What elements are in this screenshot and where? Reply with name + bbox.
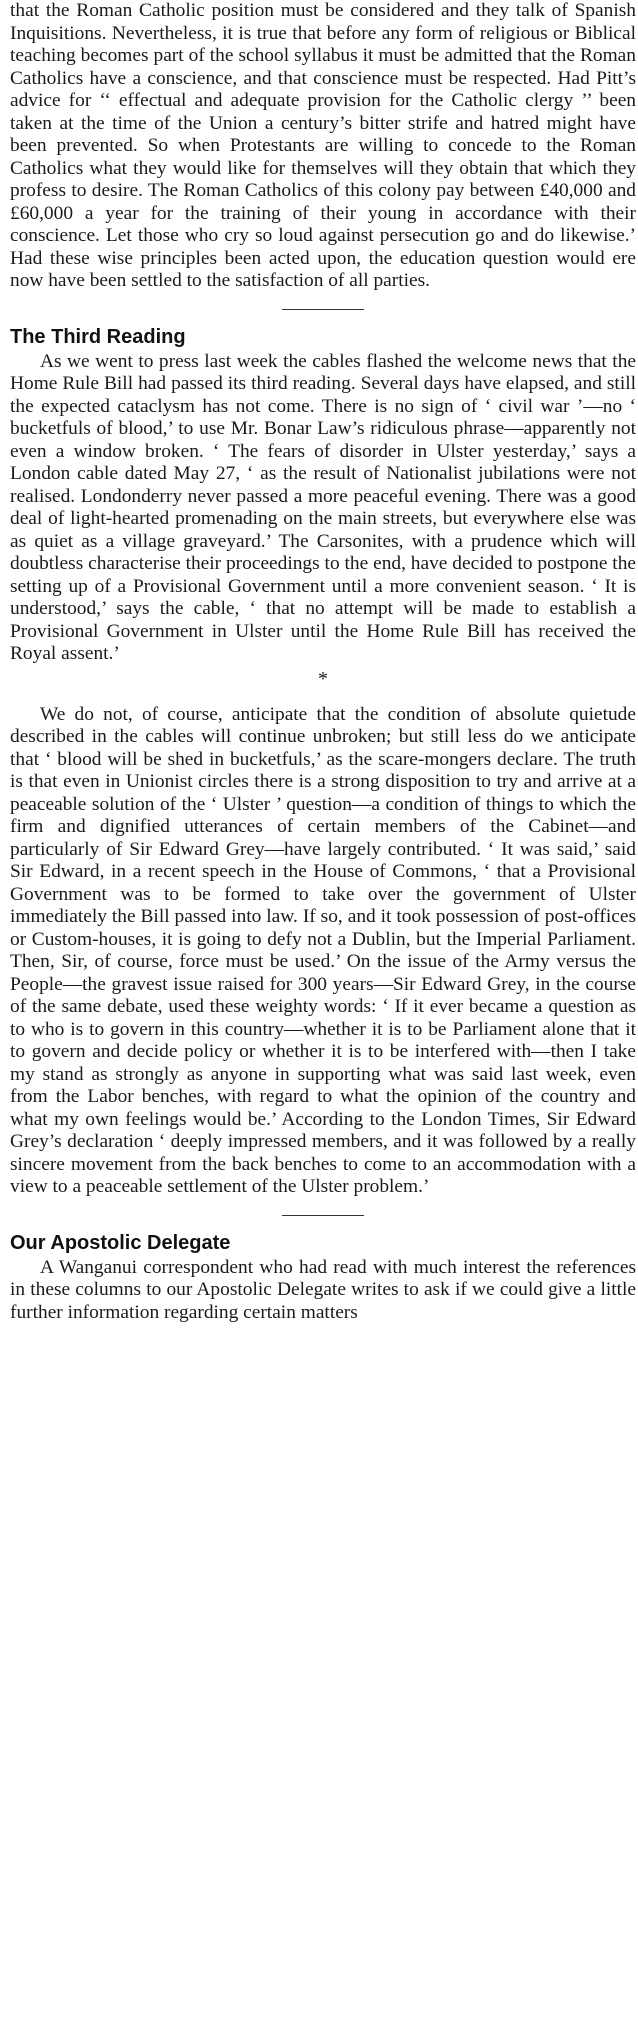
asterisk-separator: * [318,667,328,690]
paragraph-third-reading-2: We do not, of course, anticipate that the condition of absolute quietude described in the cables will continue unbroken; but still less do we anticipate that ‘ blood will be shed in bucketfuls,’ as the scare-mongers declare. The truth is that even in Unionist circles there is a strong disposition to try and arrive at a peaceable solution of the ‘ Ulster ’ question—a condition of things to which the firm and dignified utterances of certain members of the Cabinet—and particularly of Sir Edward Grey—have largely contributed. ‘ It was said,’ said Sir Edward, in a recent speech in the House of Commons, ‘ that a Provisional Government was to be formed to take over the government of Ulster immediately the Bill passed into law. If so, and it took possession of post-offices or Custom-houses, it is going to defy not a Dublin, but the Imperial Parliament. Then, Sir, of course, force must be used.’ On the issue of the Army versus the People—the gravest issue raised for 300 years—Sir Edward Grey, in the course of the same debate, used these weighty words: ‘ If it ever became a question as to who is to govern in this country—whether it is to be Parliament alone that it to govern and decide policy or whether it is to be interfered with—then I take my stand as strongly as anyone in supporting what was said last week, even from the Labor benches, with regard to what the opinion of the country and what my own feelings would be.’ According to the London Times, Sir Edward Grey’s declaration ‘ deeply impressed members, and it was followed by a really sincere movement from the back benches to come to an accommodation with a view to a peaceable settlement of the Ulster problem.’ [10,703,636,1197]
paragraph-apostolic-delegate-1: A Wanganui correspondent who had read with much interest the references in these columns to our Apostolic Delegate writes to ask if we could give a little further information regarding certain matters [10,1256,636,1323]
section-heading-apostolic-delegate: Our Apostolic Delegate [10,1231,231,1254]
section-divider [282,1215,364,1216]
section-divider [282,309,364,310]
intro-paragraph: that the Roman Catholic position must be considered and they talk of Spanish Inquisitions. Nevertheless, it is true that before any form of religious or Biblical teaching becomes part of the school syllabus it must be admitted that the Roman Catholics have a conscience, and that conscience must be respected. Had Pitt’s advice for ‘‘ effectual and adequate provision for the Catholic clergy ’’ been taken at the time of the Union a century’s bitter strife and hatred might have been prevented. So when Protestants are willing to concede to the Roman Catholics what they would like for themselves will they obtain that which they profess to desire. The Roman Catholics of this colony pay between £40,000 and £60,000 a year for the training of their young in accordance with their conscience. Let those who cry so loud against persecution go and do likewise.’ Had these wise principles been acted upon, the education question would ere now have been settled to the satisfaction of all parties. [10,0,636,291]
paragraph-third-reading-1: As we went to press last week the cables flashed the welcome news that the Home Rule Bill had passed its third reading. Several days have elapsed, and still the expected cataclysm has not come. There is no sign of ‘ civil war ’—no ‘ bucketfuls of blood,’ to use Mr. Bonar Law’s ridiculous phrase—apparently not even a window broken. ‘ The fears of disorder in Ulster yesterday,’ says a London cable dated May 27, ‘ as the result of Nationalist jubilations were not realised. Londonderry never passed a more peaceful evening. There was a good deal of light-hearted promenading on the main streets, but everywhere else was as quiet as a village graveyard.’ The Carsonites, with a prudence which will doubtless characterise their proceedings to the end, have decided to postpone the setting up of a Provisional Government until a more convenient season. ‘ It is understood,’ says the cable, ‘ that no attempt will be made to establish a Provisional Government in Ulster until the Home Rule Bill has received the Royal assent.’ [10,350,636,664]
section-heading-third-reading: The Third Reading [10,325,186,348]
